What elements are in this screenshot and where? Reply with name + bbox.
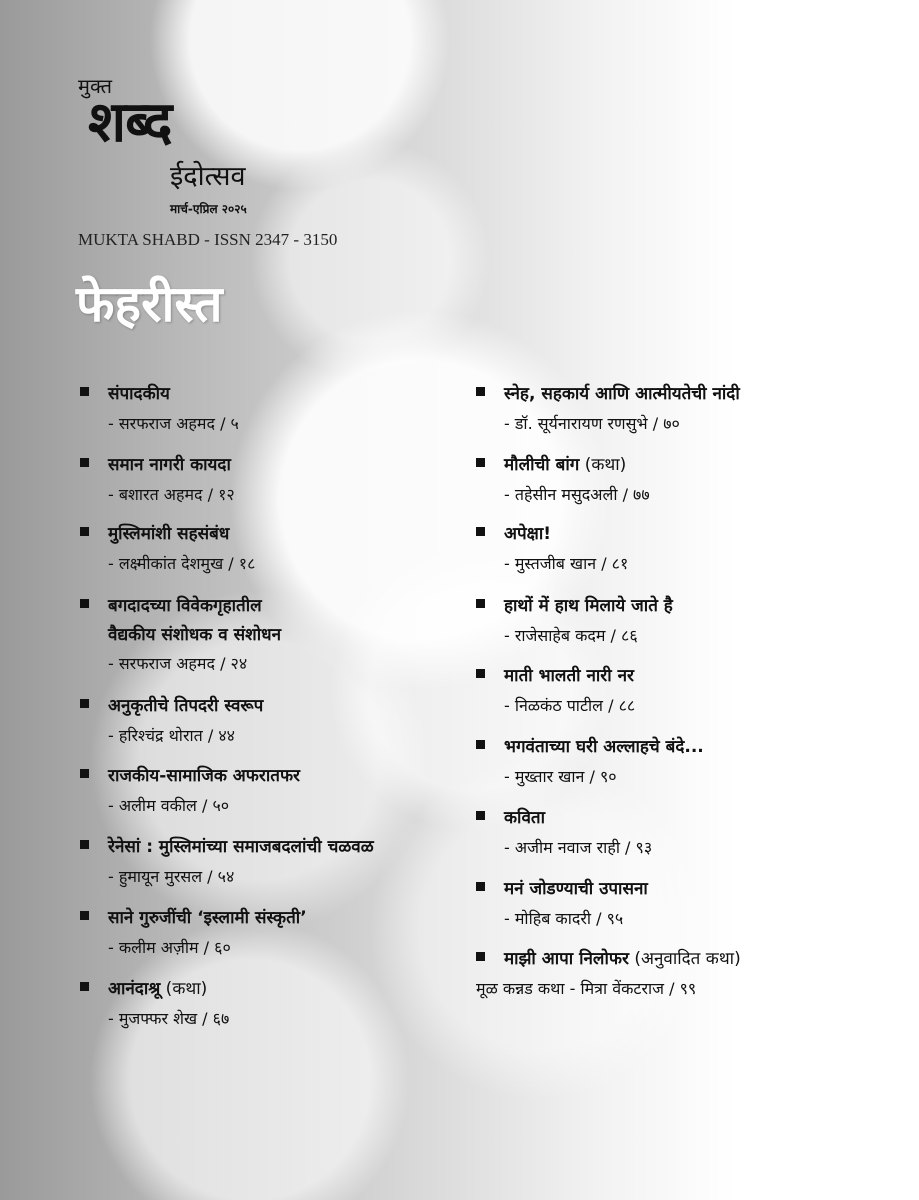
entry-title [504, 945, 741, 973]
entry-title: रेनेसां : मुस्लिमांच्या समाजबदलांची चळवळ [108, 837, 374, 857]
bullet-icon [476, 952, 485, 961]
bullet-icon [80, 458, 89, 467]
bullet-icon [80, 769, 89, 778]
entry-author: - मोहिब कादरी / ९५ [504, 909, 624, 928]
entry-genre-tag: (कथा) [160, 979, 208, 999]
entry-title: भगवंताच्या घरी अल्लाहचे बंदे... [504, 737, 704, 757]
entry-title: संपादकीय [108, 384, 170, 404]
bullet-icon [476, 811, 485, 820]
entry-author: - डॉ. सूर्यनारायण रणसुभे / ७० [504, 414, 680, 433]
entry-author: - सरफराज अहमद / २४ [108, 654, 248, 673]
entry-genre-tag: (अनुवादित कथा) [628, 949, 741, 969]
entry-title: राजकीय-सामाजिक अफरातफर [108, 766, 301, 786]
entry-author: - मुख्तार खान / ९० [504, 767, 617, 786]
entry-title: स्नेह, सहकार्य आणि आत्मीयतेची नांदी [504, 384, 740, 404]
entry-title: मनं जोडण्याची उपासना [504, 879, 648, 899]
entry-genre-tag: (कथा) [579, 455, 627, 475]
entry-author: मूळ कन्नड कथा - मित्रा वेंकटराज / ९९ [476, 979, 697, 998]
bullet-icon [476, 458, 485, 467]
bullet-icon [476, 740, 485, 749]
entry-title: अपेक्षा! [504, 524, 551, 544]
entry-author: - निळकंठ पाटील / ८८ [504, 696, 636, 715]
entry-title [504, 451, 626, 479]
entry-title: बगदादच्या विवेकगृहातील [108, 596, 262, 616]
entry-author: - हरिश्चंद्र थोरात / ४४ [108, 726, 235, 745]
entry-title: हाथों में हाथ मिलाये जाते है [504, 596, 673, 616]
bullet-icon [476, 669, 485, 678]
entry-author: - सरफराज अहमद / ५ [108, 414, 239, 433]
bullet-icon [80, 911, 89, 920]
entry-author: - मुजफ्फर शेख / ६७ [108, 1009, 230, 1028]
bullet-icon [80, 699, 89, 708]
toc-heading: फेहरीस्त [76, 274, 223, 333]
entry-author: - बशारत अहमद / १२ [108, 485, 235, 504]
issn-line: MUKTA SHABD - ISSN 2347 - 3150 [78, 230, 338, 249]
masthead-name: शब्द [88, 89, 172, 155]
masthead-top-word: मुक्त [78, 74, 113, 98]
entry-author: - अलीम वकील / ५० [108, 796, 230, 815]
entry-author: - अजीम नवाज राही / ९३ [504, 838, 653, 857]
entry-author: - कलीम अज़ीम / ६० [108, 938, 231, 957]
masthead-logo [78, 72, 318, 222]
entry-title: मुस्लिमांशी सहसंबंध [108, 524, 230, 544]
entry-title: माती भालती नारी नर [504, 666, 634, 686]
bullet-icon [476, 882, 485, 891]
entry-author: - मुस्तजीब खान / ८१ [504, 554, 629, 573]
entry-title-text: आनंदाश्रू [108, 979, 161, 999]
bullet-icon [80, 387, 89, 396]
entry-title-text: माझी आपा निलोफर [504, 949, 629, 969]
bullet-icon [80, 599, 89, 608]
bullet-icon [80, 982, 89, 991]
entry-title: समान नागरी कायदा [108, 455, 231, 475]
bullet-icon [476, 527, 485, 536]
entry-title [108, 975, 207, 1003]
entry-title: अनुकृतीचे तिपदरी स्वरूप [108, 696, 264, 716]
entry-title-line2: वैद्यकीय संशोधक व संशोधन [108, 625, 281, 645]
entry-author: - राजेसाहेब कदम / ८६ [504, 626, 638, 645]
entry-title-text: मौलीची बांग [504, 455, 580, 475]
entry-author: - तहेसीन मसुदअली / ७७ [504, 485, 650, 504]
entry-title: साने गुरुजींची ‘इस्लामी संस्कृती’ [108, 908, 307, 928]
bullet-icon [80, 527, 89, 536]
bullet-icon [476, 387, 485, 396]
entry-title: कविता [504, 808, 546, 828]
bullet-icon [80, 840, 89, 849]
entry-author: - लक्ष्मीकांत देशमुख / १८ [108, 554, 256, 573]
masthead-issue-date: मार्च-एप्रिल २०२५ [170, 202, 247, 216]
bullet-icon [476, 599, 485, 608]
masthead-issue-name: ईदोत्सव [170, 161, 246, 192]
entry-author: - हुमायून मुरसल / ५४ [108, 867, 235, 886]
